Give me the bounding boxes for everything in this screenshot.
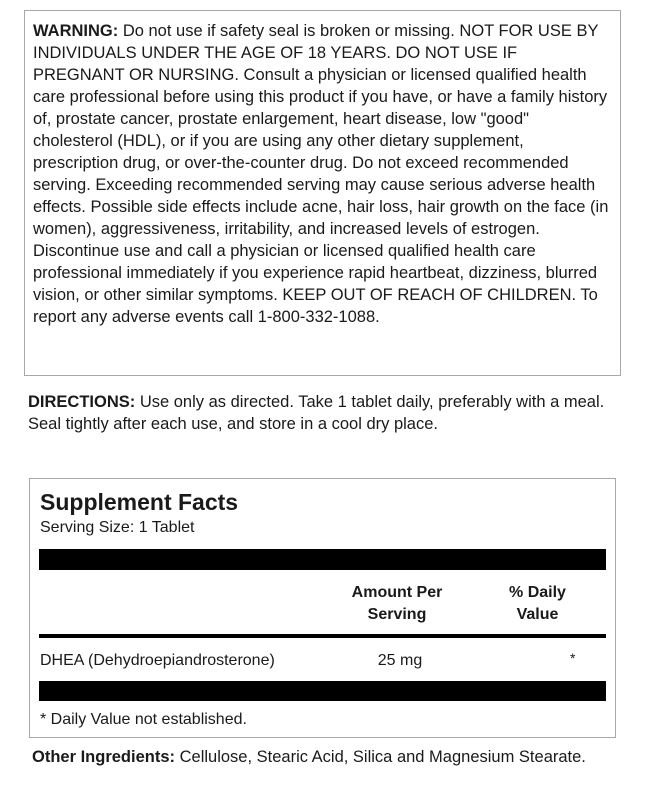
ingredient-daily-value: *	[570, 650, 576, 666]
directions	[28, 391, 618, 435]
facts-divider-line	[39, 634, 606, 638]
serving-size: Serving Size: 1 Tablet	[40, 519, 195, 536]
warning-label: WARNING:	[33, 22, 119, 40]
ingredient-amount: 25 mg	[377, 652, 423, 669]
column-header-dv-line1: % Daily	[509, 584, 566, 601]
column-header-dv-line2: Value	[516, 606, 559, 623]
other-ingredients-body: Cellulose, Stearic Acid, Silica and Magnesium Stearate.	[175, 748, 586, 766]
other-ingredients-label: Other Ingredients:	[32, 748, 176, 766]
column-header-amount	[332, 582, 462, 626]
warning-text	[33, 20, 612, 328]
facts-divider-bar-top	[39, 549, 606, 570]
warning-body: Do not use if safety seal is broken or missing. NOT FOR USE BY INDIVIDUALS UNDER THE AGE OF 18 YEARS. DO NOT USE IF PREGNANT OR NURSING. Consult a physician or licensed qualified health care professional before using this product if you have, or have a family history of, prostate cancer, prostate enlargement, heart disease, low "good" cholesterol (HDL), or if you are using any other dietary supplement, prescription drug, or over-the-counter drug. Do not exceed recommended serving. Exceeding recommended serving may cause serious adverse health effects. Possible side effects include acne, hair loss, hair growth on the face (in women), aggressiveness, irritability, and increased levels of estrogen. Discontinue use and call a physician or licensed qualified health care professional immediately if you experience rapid heartbeat, dizziness, blurred vision, or other similar symptoms. KEEP OUT OF REACH OF CHILDREN. To report any adverse events call 1-800-332-1088.	[33, 22, 609, 326]
directions-label: DIRECTIONS:	[28, 393, 136, 411]
daily-value-footnote: * Daily Value not established.	[40, 711, 247, 728]
directions-body: Use only as directed. Take 1 tablet daily, preferably with a meal. Seal tightly after each use, and store in a cool dry place.	[28, 393, 605, 433]
supplement-facts-title: Supplement Facts	[40, 489, 239, 515]
facts-divider-bar-bottom	[39, 681, 606, 701]
column-header-amount-line2: Serving	[367, 606, 427, 623]
other-ingredients	[32, 746, 622, 768]
ingredient-name: DHEA (Dehydroepiandrosterone)	[40, 652, 275, 669]
warning-box	[24, 10, 621, 376]
column-header-amount-line1: Amount Per	[351, 584, 443, 601]
column-header-daily-value	[485, 582, 590, 626]
supplement-facts-panel	[29, 478, 616, 738]
